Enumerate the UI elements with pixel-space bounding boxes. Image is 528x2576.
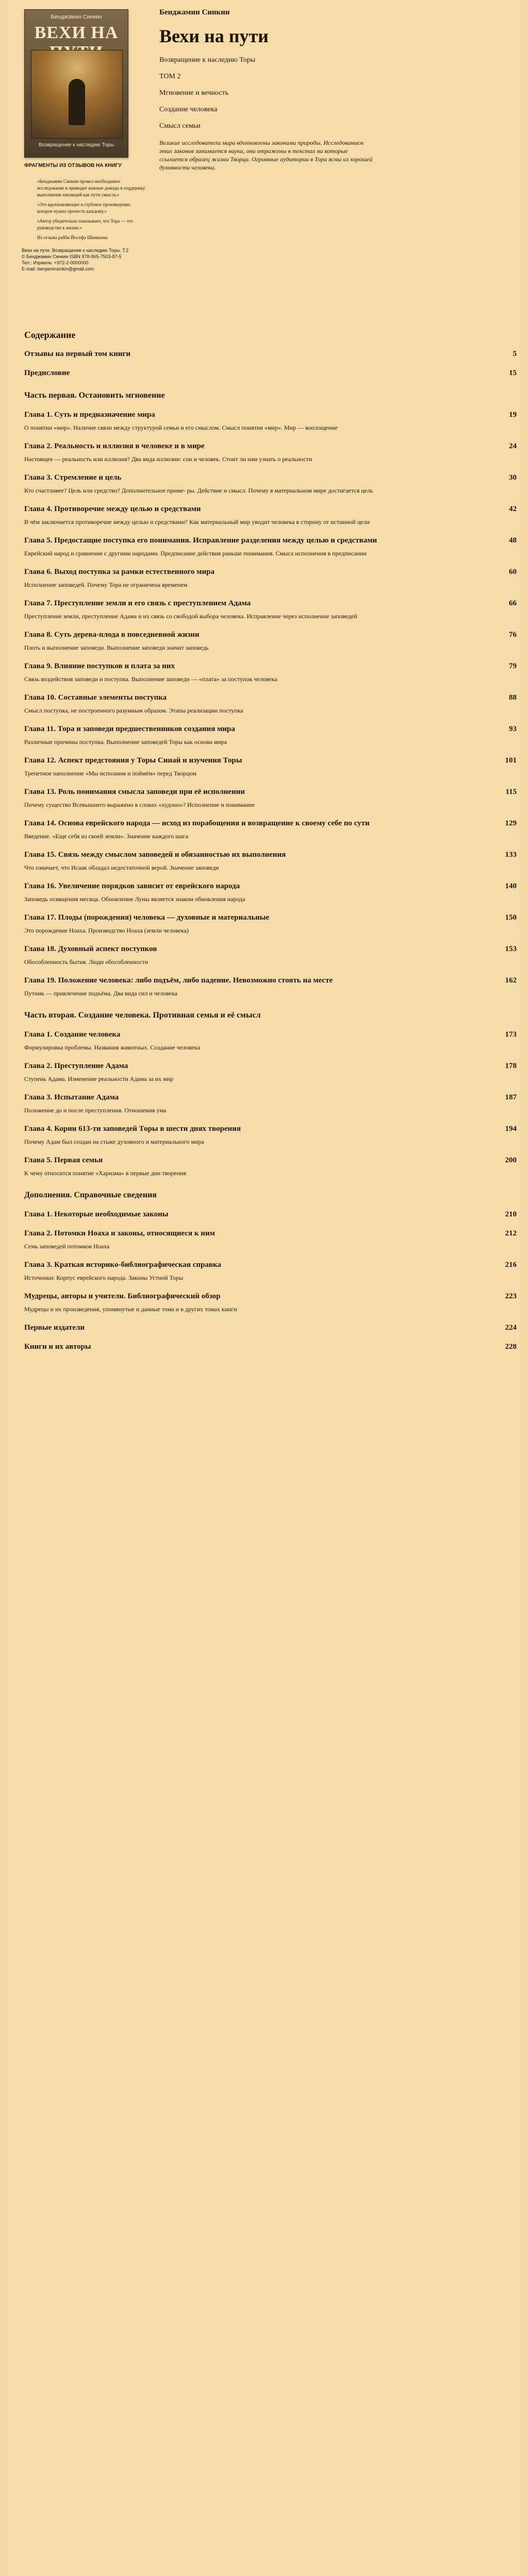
toc-entry-desc: Настоящее — реальность или иллюзия? Два вида иллюзии: сон и человек. Стоит ли нам узнать о реальности <box>24 455 312 463</box>
toc-line <box>24 976 517 985</box>
toc-entry-page: 42 <box>509 505 517 513</box>
toc-entry-desc: Преступление земли, преступление Адама и их связь со свободой выбора человека. Исправление через исполнение заповедей <box>24 613 357 620</box>
book-cover <box>24 9 128 158</box>
toc-entry-title: Глава 7. Преступление земли и его связь с преступлением Адама <box>24 599 251 607</box>
review-quote: Из отзыва рабби Йосефа Шимшона <box>37 235 108 240</box>
toc-entry-title: Глава 9. Влияние поступков и плата за них <box>24 662 175 670</box>
toc-entry-title: Глава 14. Основа еврейского народа — исход из порабощения и возвращение к своему себе по сути <box>24 819 370 827</box>
pubinfo-line: Тел.: Израиль: +972-2-0000000 <box>22 260 89 265</box>
review-quote: «Бенджамин Синкин провел необходимое исследование и приводит важные доводы в поддержку выполнения заповедей как пути смысла.» <box>37 179 145 197</box>
toc-line <box>24 1062 517 1071</box>
toc-entry-desc: Заповедь освящения месяца. Обновление Луны является знаком обновления народа <box>24 895 245 903</box>
toc-entry[interactable] <box>24 568 517 589</box>
toc-entry[interactable] <box>24 1030 517 1052</box>
toc-line <box>24 350 517 359</box>
toc-entry-desc: Введение. «Еще себя из своей земли». Значение каждого шага <box>24 833 189 840</box>
toc-line <box>24 913 517 922</box>
toc-entry-title: Глава 1. Некоторые необходимые законы <box>24 1210 169 1218</box>
toc-entry-desc: Почему Адам был создан на стыке духовного и материального мира <box>24 1138 204 1145</box>
toc-entry-desc: Смысл поступка, не построенного разумным образом. Этапы реализации поступка <box>24 707 243 714</box>
toc-entry-desc: Это порождение Ноаха. Производство Ноаха (земли человека) <box>24 927 189 934</box>
toc-line <box>24 945 517 954</box>
toc-entry[interactable] <box>24 662 517 683</box>
toc-entry[interactable] <box>24 1343 517 1351</box>
toc-entry-title: Глава 5. Предостащие поступка его понимания. Исправление разделения между целью и средствами <box>24 536 377 545</box>
toc-entry-desc: Положение до и после преступления. Отношения ума <box>24 1107 167 1114</box>
toc-entry[interactable] <box>24 442 517 463</box>
toc-entry-title: Глава 19. Положение человека: либо подъём, либо падение. Невозможно стоять на месте <box>24 976 333 985</box>
toc-entry-title: Глава 1. Суть и предназначение мира <box>24 411 155 419</box>
toc-entry[interactable] <box>24 851 517 872</box>
toc-entry[interactable] <box>24 1125 517 1146</box>
toc-entry-title: Глава 4. Противоречие между целью и средствами <box>24 505 201 513</box>
theme-1: Мгновение и вечность <box>159 89 229 97</box>
cover-illustration <box>31 50 123 139</box>
toc-entry[interactable] <box>24 599 517 620</box>
toc-line <box>24 1210 517 1219</box>
toc-entry-title: Глава 2. Потомки Ноаха и законы, относящиеся к ним <box>24 1229 215 1238</box>
toc-entry-page: 48 <box>509 536 517 545</box>
toc-entry[interactable] <box>24 756 517 777</box>
toc-line <box>24 1292 517 1301</box>
toc-entry-title: Глава 11. Тора и заповеди предшественников создания мира <box>24 725 235 733</box>
toc-entry-title: Глава 8. Суть дерева-плода в повседневной жизни <box>24 631 200 639</box>
toc-entry[interactable] <box>24 1156 517 1177</box>
toc-entry-title: Глава 15. Связь между смыслом заповедей и обязанностью их выполнения <box>24 851 286 859</box>
toc-line <box>24 411 517 419</box>
book-title: Вехи на пути <box>159 26 269 46</box>
toc-entry[interactable] <box>24 788 517 809</box>
toc-entry-desc: Еврейский народ и сравнение с другими народами. Предписание действия раньше понимания. Смысл исполнения в предписании <box>24 550 367 557</box>
appendix-title: Дополнения. Справочные сведения <box>24 1191 157 1199</box>
toc-entry-title: Глава 4. Корни 613-ти заповедей Торы в шести днях творения <box>24 1125 241 1133</box>
toc-line <box>24 599 517 608</box>
toc-entry[interactable] <box>24 693 517 715</box>
toc-entry-title: Глава 10. Составные элементы поступка <box>24 693 167 702</box>
toc-entry-page: 216 <box>505 1261 517 1269</box>
toc-entry-desc: Исполнение заповедей. Почему Тора не ограничена временем <box>24 581 188 588</box>
toc-entry-desc: Почему существо Всевышнего выражено в словах «худоно»? Исполнение и понимание <box>24 801 255 808</box>
toc-entry-desc: Кто счастливее? Цель или средство? Дополнительное приме- ры. Действие и смысл. Почему в материальном мире достигается цель <box>24 487 373 494</box>
toc-line <box>24 442 517 451</box>
author-name: Бенджамин Синкин <box>159 8 230 16</box>
volume: ТОМ 2 <box>159 73 181 80</box>
toc-entry-desc: Трепетное наполнение «Мы исполним и поймём» перед Творцом <box>24 770 196 777</box>
toc-entry[interactable] <box>24 536 517 557</box>
toc-entry-page: 66 <box>509 599 517 607</box>
toc-entry-title: Глава 3. Краткая историко-библиографическая справка <box>24 1261 221 1269</box>
toc-entry-desc: Что означает, что Исаак обладал недостаточной верой. Значение заповеди <box>24 864 219 871</box>
toc-line <box>24 662 517 671</box>
toc-entry-page: 60 <box>509 568 517 576</box>
toc-line <box>24 1261 517 1269</box>
toc-entry-page: 140 <box>505 882 517 890</box>
toc-entry-desc: К чему относится понятие «Харизма» в первые дни творения <box>24 1170 186 1177</box>
toc-entry[interactable] <box>24 631 517 652</box>
toc-entry-title: Глава 2. Реальность и иллюзия в человеке и в мире <box>24 442 205 450</box>
pubinfo-line: Вехи на пути. Возвращение к наследию Торы. Т.2 <box>22 248 129 253</box>
toc-entry-page: 228 <box>505 1343 517 1351</box>
toc-line <box>24 1324 517 1332</box>
toc-entry[interactable] <box>24 1093 517 1114</box>
toc-entry-desc: Ступень Адама. Изменение реальности Адама за их мир <box>24 1075 174 1082</box>
toc-line <box>24 1125 517 1133</box>
toc-entry[interactable] <box>24 411 517 432</box>
toc-line <box>24 756 517 765</box>
toc-entry-page: 93 <box>509 725 517 733</box>
toc-entry-page: 133 <box>505 851 517 859</box>
toc-entry-title: Предисловие <box>24 369 70 377</box>
toc-line <box>24 568 517 577</box>
reviews-caption: ФРАГМЕНТЫ ИЗ ОТЗЫВОВ НА КНИГУ <box>24 163 122 168</box>
toc-entry-page: 115 <box>505 788 517 796</box>
toc-title: Содержание <box>24 330 76 340</box>
toc-entry-page: 150 <box>505 913 517 922</box>
pubinfo-line: E-mail: benjaminsinkin@gmail.com <box>22 266 94 272</box>
toc-entry-page: 162 <box>505 976 517 985</box>
toc-entry-page: 88 <box>509 693 517 702</box>
toc-entry-page: 101 <box>505 756 517 765</box>
toc-entry[interactable] <box>24 505 517 526</box>
toc-entry-desc: В чём заключается противоречие между целью и средствами? Как материальный мир уводит человека в сторону от истинной цели <box>24 518 370 526</box>
toc-line <box>24 1343 517 1351</box>
toc-entry[interactable] <box>24 1210 517 1219</box>
toc-line <box>24 1093 517 1102</box>
title-block <box>159 8 515 172</box>
toc-entry-title: Глава 1. Создание человека <box>24 1030 121 1039</box>
toc-entry-page: 210 <box>505 1210 517 1218</box>
toc-entry-title: Отзывы на первый том книги <box>24 350 130 358</box>
toc-line <box>24 473 517 482</box>
toc-entry[interactable] <box>24 1229 517 1250</box>
part-1-title: Часть первая. Остановить мгновение <box>24 391 165 400</box>
toc-entry-title: Глава 12. Аспект предстояния у Торы Синай и изучения Торы <box>24 756 242 765</box>
toc-entry-page: 30 <box>509 473 517 482</box>
figure-silhouette <box>69 79 85 125</box>
toc-line <box>24 819 517 828</box>
toc-entry[interactable] <box>24 976 517 997</box>
toc-entry-desc: Семь заповедей потомков Ноаха <box>24 1243 110 1250</box>
toc-entry[interactable] <box>24 473 517 495</box>
toc-entry-title: Мудрецы, авторы и учители. Библиографический обзор <box>24 1292 221 1300</box>
toc-entry-title: Глава 3. Испытание Адама <box>24 1093 119 1101</box>
review-quote: «Автор убедительно показывает, что Тора — это руководство к жизни.» <box>37 218 133 230</box>
toc-entry[interactable] <box>24 1324 517 1332</box>
toc-entry-desc: Источники: Корпус еврейского народа. Законы Устной Торы <box>24 1274 184 1281</box>
toc-entry-page: 15 <box>509 369 517 377</box>
publication-info <box>22 247 151 272</box>
cover-author: Бенджамин Синкин <box>51 14 102 20</box>
pubinfo-line: © Бенджамин Синкин ISBN 978-965-7503-87-5 <box>22 254 122 259</box>
toc-entry[interactable] <box>24 913 517 935</box>
intro-note: Великие исследователи мира вдохновлены законами природы. Исследованием этих законов занимается наука, они отражены в текстах на которые ссылается образец жизни Творца. Огромные аудитории в Тора ясны из хорошей духовности человека. <box>159 139 373 171</box>
toc-entry-page: 224 <box>505 1324 517 1332</box>
toc-entry-desc: Различные причины поступка. Выполнение заповедей Торы как основа мира <box>24 738 227 745</box>
toc-entry[interactable] <box>24 819 517 840</box>
toc-entry-desc: Путник — привлечение подъёма. Два вида сил и человека <box>24 990 177 997</box>
toc-line <box>24 851 517 859</box>
toc-entry-page: 129 <box>505 819 517 827</box>
toc-line <box>24 693 517 702</box>
review-quote: «Это вдохновляющее и глубокое произведение, которое нужно прочесть каждому.» <box>37 202 131 214</box>
toc-line <box>24 369 517 378</box>
part-2-title: Часть вторая. Создание человека. Противная семья и её смысл <box>24 1011 261 1020</box>
toc-entry[interactable] <box>24 945 517 966</box>
subtitle: Возвращение к наследию Торы <box>159 56 256 64</box>
toc-line <box>24 1030 517 1039</box>
toc-entry[interactable] <box>24 1062 517 1083</box>
toc-entry[interactable] <box>24 1292 517 1313</box>
toc-entry-desc: Плоть и выполнение заповеди. Выполнение заповеди значит заповедь <box>24 644 209 651</box>
toc-entry-desc: Связь воздействия заповеди и поступка. Выполнение заповеди — «плата» за поступок человека <box>24 675 277 683</box>
cover-title: ВЕХИ НА <box>34 23 119 42</box>
toc-entry-title: Глава 5. Первая семья <box>24 1156 103 1164</box>
toc-entry-title: Глава 18. Духовный аспект поступков <box>24 945 157 953</box>
toc-entry[interactable] <box>24 369 517 378</box>
toc-entry-title: Глава 16. Увеличение порядков зависит от еврейского народа <box>24 882 240 890</box>
toc-entry[interactable] <box>24 725 517 746</box>
toc-line <box>24 882 517 891</box>
toc-entry-page: 173 <box>505 1030 517 1039</box>
toc-entry-page: 194 <box>505 1125 517 1133</box>
toc-entry-page: 79 <box>509 662 517 670</box>
toc-entry-page: 223 <box>505 1292 517 1300</box>
toc-entry[interactable] <box>24 882 517 903</box>
toc-entry-desc: О понятии «мир». Наличие связи между структурой семьи и его смыслом. Смысл понятия «мир». Мир — воплощение <box>24 424 338 431</box>
toc-entry-title: Глава 17. Плоды (порождения) человека — духовные и материальные <box>24 913 270 922</box>
toc-entry-page: 212 <box>505 1229 517 1238</box>
toc-entry[interactable] <box>24 350 517 359</box>
review-quotes <box>37 178 145 244</box>
toc-entry-page: 153 <box>505 945 517 953</box>
toc-entry-title: Глава 2. Преступление Адама <box>24 1062 128 1070</box>
toc-entry-title: Глава 3. Стремление и цель <box>24 473 122 482</box>
toc-line <box>24 505 517 514</box>
table-of-contents <box>24 330 517 1362</box>
toc-entry-page: 178 <box>505 1062 517 1070</box>
toc-entry-page: 5 <box>513 350 517 358</box>
toc-line <box>24 788 517 796</box>
toc-entry-page: 200 <box>505 1156 517 1164</box>
document-page <box>9 0 519 2576</box>
toc-entry-desc: Обособленность бытия. Люди обособленности <box>24 958 148 965</box>
toc-line <box>24 631 517 639</box>
toc-entry-title: Первые издатели <box>24 1324 85 1332</box>
toc-entry-page: 187 <box>505 1093 517 1101</box>
toc-line <box>24 725 517 734</box>
theme-2: Создание человека <box>159 106 218 113</box>
toc-line <box>24 1229 517 1238</box>
toc-line <box>24 536 517 545</box>
theme-3: Смысл семьи <box>159 122 201 130</box>
cover-subtitle: Возвращение к наследию Торы <box>38 142 114 148</box>
toc-entry-desc: Формулировка проблемы. Названия животных. Создание человека <box>24 1044 200 1051</box>
toc-entry-title: Книги и их авторы <box>24 1343 91 1351</box>
toc-entry[interactable] <box>24 1261 517 1282</box>
toc-entry-page: 24 <box>509 442 517 450</box>
toc-entry-title: Глава 6. Выход поступка за рамки естественного мира <box>24 568 214 576</box>
toc-entry-page: 19 <box>509 411 517 419</box>
toc-entry-title: Глава 13. Роль понимания смысла заповеди при её исполнении <box>24 788 245 796</box>
toc-line <box>24 1156 517 1165</box>
toc-entry-page: 76 <box>509 631 517 639</box>
toc-entry-desc: Мудрецы и их произведения, упомянутые и данные тома и в других томах книги <box>24 1306 237 1313</box>
